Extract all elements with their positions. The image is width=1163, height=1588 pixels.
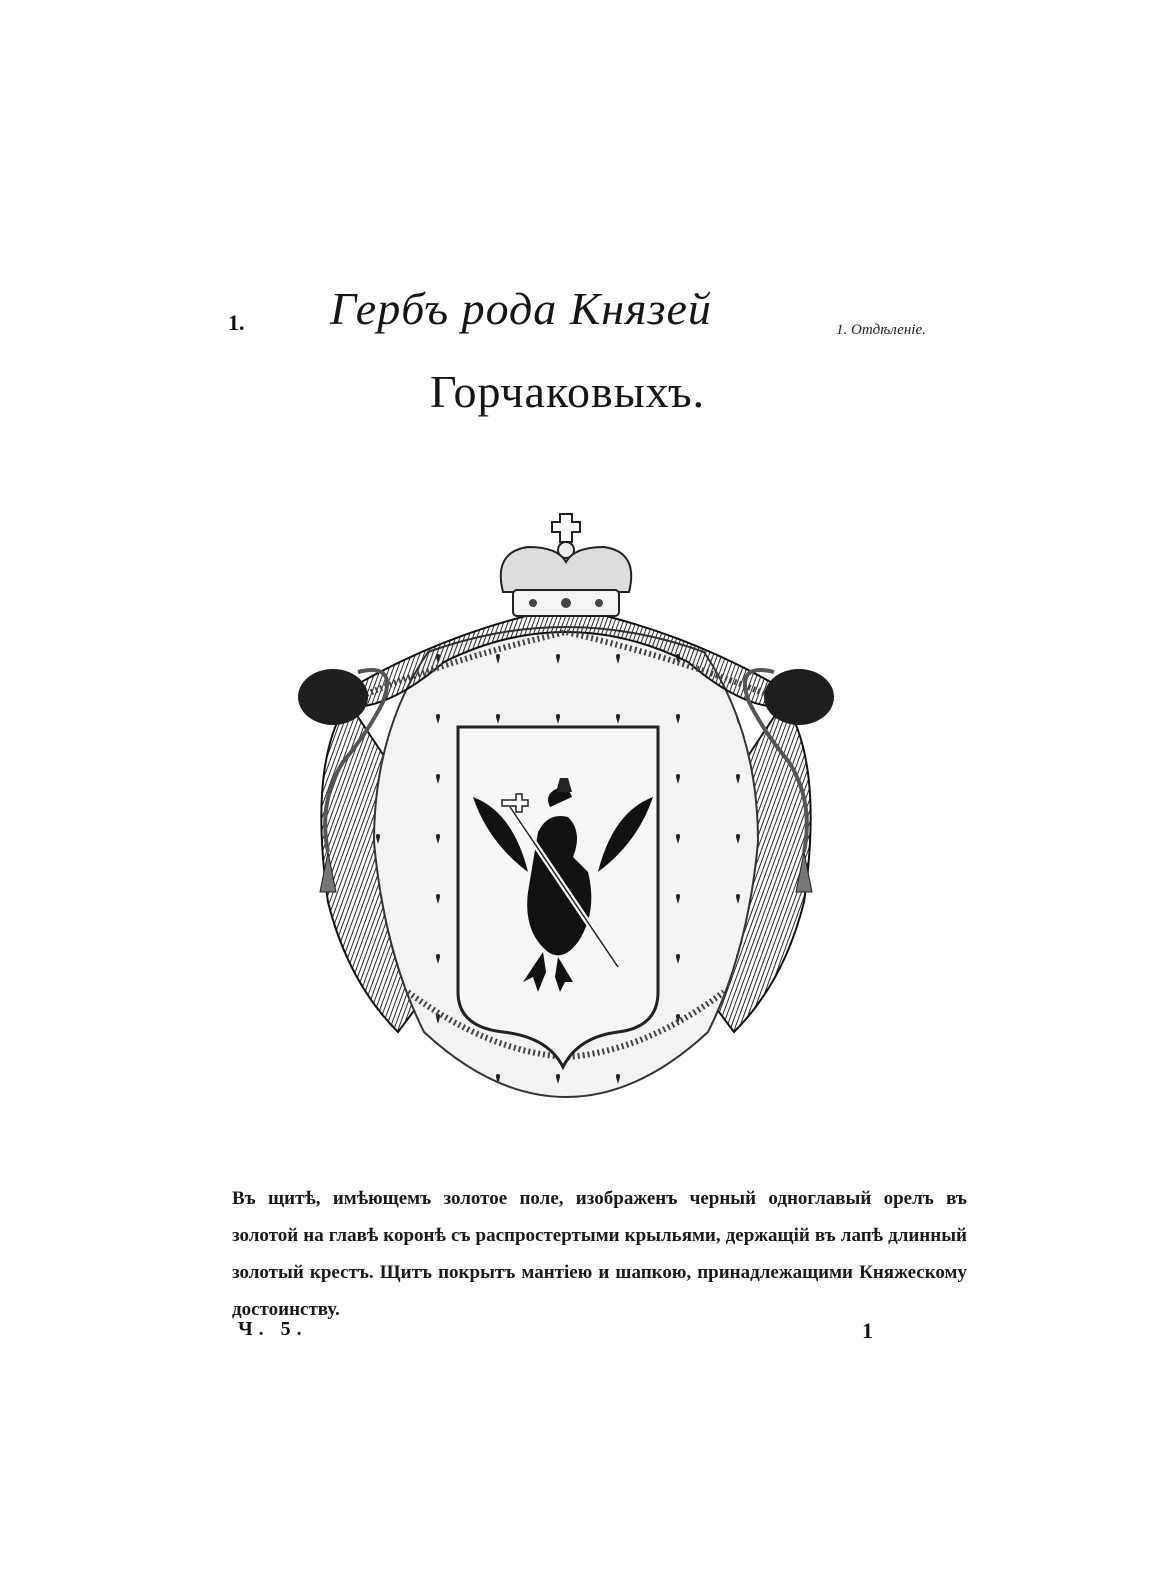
- page-number: 1: [862, 1318, 873, 1343]
- blazon-description: [232, 1180, 967, 1328]
- title-line-2: Горчаковыхъ.: [430, 366, 706, 417]
- section-note: 1. Отдѣленіе.: [836, 322, 926, 338]
- princely-crown-icon: [501, 514, 631, 616]
- coat-of-arms-illustration: [288, 512, 844, 1104]
- description-text: Въ щитѣ, имѣющемъ золотое поле, изображенъ черный одноглавый орелъ въ золотой на главѣ коронѣ съ распростертыми крыльями, держащій въ лапѣ длинный золотый крестъ. Щитъ покрытъ мантіею и шапкою, принадлежащими Княжескому достоинству.: [232, 1188, 967, 1320]
- volume-label: Ч. 5.: [238, 1318, 308, 1340]
- plate-number: 1.: [228, 310, 245, 335]
- title-line-1: Гербъ рода Князей: [330, 283, 712, 334]
